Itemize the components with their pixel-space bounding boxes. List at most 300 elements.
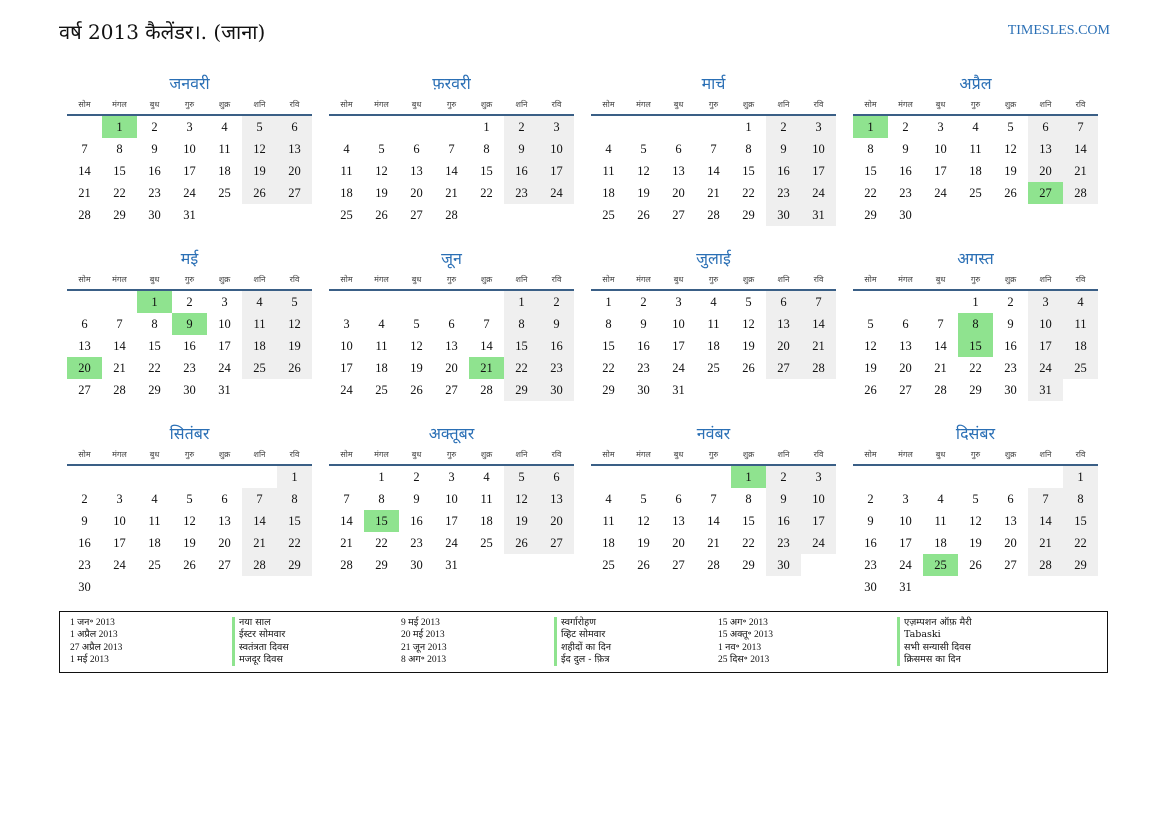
day-cell[interactable]: 13 <box>410 164 423 178</box>
day-cell[interactable]: 24 <box>934 186 947 200</box>
day-cell[interactable]: 27 <box>672 208 685 222</box>
day-cell[interactable]: 24 <box>801 182 836 204</box>
day-cell[interactable]: 17 <box>183 164 196 178</box>
day-cell[interactable]: 2 <box>504 116 539 138</box>
day-cell[interactable]: 14 <box>707 514 720 528</box>
day-cell[interactable]: 24 <box>672 361 685 375</box>
day-cell[interactable]: 23 <box>410 536 423 550</box>
day-cell[interactable]: 27 <box>78 383 91 397</box>
day-cell[interactable]: 12 <box>504 488 539 510</box>
day-cell[interactable]: 6 <box>1007 492 1014 506</box>
day-cell[interactable]: 5 <box>413 317 420 331</box>
day-cell[interactable]: 4 <box>378 317 385 331</box>
day-cell[interactable]: 17 <box>445 514 458 528</box>
day-cell[interactable]: 10 <box>340 339 353 353</box>
day-cell[interactable]: 8 <box>745 142 752 156</box>
day-cell[interactable]: 5 <box>504 466 539 488</box>
day-cell[interactable]: 20 <box>672 536 685 550</box>
day-cell[interactable]: 6 <box>539 466 574 488</box>
day-cell[interactable]: 5 <box>378 142 385 156</box>
day-cell[interactable]: 19 <box>242 160 277 182</box>
day-cell[interactable]: 10 <box>113 514 126 528</box>
day-cell[interactable]: 15 <box>742 514 755 528</box>
day-cell[interactable]: 30 <box>148 208 161 222</box>
day-cell[interactable]: 5 <box>745 295 752 309</box>
day-cell[interactable]: 19 <box>277 335 312 357</box>
day-cell[interactable]: 27 <box>672 558 685 572</box>
day-cell[interactable]: 8 <box>958 313 993 335</box>
day-cell[interactable]: 10 <box>1028 313 1063 335</box>
day-cell[interactable]: 9 <box>539 313 574 335</box>
day-cell[interactable]: 23 <box>766 532 801 554</box>
day-cell[interactable]: 9 <box>1007 317 1014 331</box>
day-cell[interactable]: 23 <box>899 186 912 200</box>
day-cell[interactable]: 24 <box>1028 357 1063 379</box>
day-cell[interactable]: 26 <box>1004 186 1017 200</box>
day-cell[interactable]: 18 <box>218 164 231 178</box>
day-cell[interactable]: 22 <box>277 532 312 554</box>
day-cell[interactable]: 4 <box>242 291 277 313</box>
day-cell[interactable]: 14 <box>242 510 277 532</box>
day-cell[interactable]: 11 <box>969 142 982 156</box>
day-cell[interactable]: 7 <box>343 492 350 506</box>
day-cell[interactable]: 3 <box>675 295 682 309</box>
day-cell[interactable]: 20 <box>672 186 685 200</box>
day-cell[interactable]: 31 <box>1028 379 1063 401</box>
day-cell[interactable]: 13 <box>277 138 312 160</box>
day-cell[interactable]: 2 <box>640 295 647 309</box>
day-cell[interactable]: 28 <box>242 554 277 576</box>
day-cell[interactable]: 30 <box>410 558 423 572</box>
day-cell[interactable]: 28 <box>934 383 947 397</box>
day-cell[interactable]: 7 <box>242 488 277 510</box>
day-cell[interactable]: 13 <box>445 339 458 353</box>
day-cell[interactable]: 29 <box>969 383 982 397</box>
day-cell[interactable]: 11 <box>602 514 615 528</box>
day-cell[interactable]: 10 <box>934 142 947 156</box>
day-cell[interactable]: 26 <box>864 383 877 397</box>
day-cell[interactable]: 27 <box>1004 558 1017 572</box>
day-cell[interactable]: 7 <box>448 142 455 156</box>
day-cell[interactable]: 18 <box>602 536 615 550</box>
day-cell[interactable]: 21 <box>934 361 947 375</box>
day-cell[interactable]: 31 <box>899 580 912 594</box>
day-cell[interactable]: 5 <box>242 116 277 138</box>
day-cell[interactable]: 17 <box>934 164 947 178</box>
day-cell[interactable]: 4 <box>1063 291 1098 313</box>
day-cell[interactable]: 12 <box>969 514 982 528</box>
day-cell[interactable]: 28 <box>801 357 836 379</box>
day-cell[interactable]: 16 <box>766 160 801 182</box>
day-cell[interactable]: 12 <box>1004 142 1017 156</box>
day-cell[interactable]: 15 <box>113 164 126 178</box>
day-cell[interactable]: 6 <box>221 492 228 506</box>
day-cell[interactable]: 6 <box>1028 116 1063 138</box>
day-cell[interactable]: 1 <box>731 466 766 488</box>
day-cell[interactable]: 7 <box>1028 488 1063 510</box>
day-cell[interactable]: 2 <box>539 291 574 313</box>
day-cell[interactable]: 19 <box>1004 164 1017 178</box>
day-cell[interactable]: 27 <box>218 558 231 572</box>
day-cell[interactable]: 13 <box>218 514 231 528</box>
day-cell[interactable]: 9 <box>413 492 420 506</box>
day-cell[interactable]: 23 <box>766 182 801 204</box>
day-cell[interactable]: 22 <box>602 361 615 375</box>
day-cell[interactable]: 6 <box>81 317 88 331</box>
day-cell[interactable]: 25 <box>148 558 161 572</box>
day-cell[interactable]: 8 <box>745 492 752 506</box>
day-cell[interactable]: 10 <box>445 492 458 506</box>
day-cell[interactable]: 20 <box>1004 536 1017 550</box>
day-cell[interactable]: 8 <box>116 142 123 156</box>
day-cell[interactable]: 29 <box>1063 554 1098 576</box>
day-cell[interactable]: 7 <box>937 317 944 331</box>
day-cell[interactable]: 3 <box>539 116 574 138</box>
day-cell[interactable]: 15 <box>958 335 993 357</box>
day-cell[interactable]: 15 <box>742 164 755 178</box>
day-cell[interactable]: 30 <box>766 204 801 226</box>
day-cell[interactable]: 3 <box>186 120 193 134</box>
day-cell[interactable]: 9 <box>902 142 909 156</box>
day-cell[interactable]: 30 <box>637 383 650 397</box>
day-cell[interactable]: 26 <box>742 361 755 375</box>
day-cell[interactable]: 12 <box>375 164 388 178</box>
day-cell[interactable]: 27 <box>277 182 312 204</box>
day-cell[interactable]: 26 <box>637 208 650 222</box>
day-cell[interactable]: 18 <box>707 339 720 353</box>
day-cell[interactable]: 19 <box>410 361 423 375</box>
day-cell[interactable]: 14 <box>480 339 493 353</box>
day-cell[interactable]: 23 <box>1004 361 1017 375</box>
day-cell[interactable]: 25 <box>1063 357 1098 379</box>
day-cell[interactable]: 20 <box>899 361 912 375</box>
day-cell[interactable]: 1 <box>1063 466 1098 488</box>
day-cell[interactable]: 31 <box>672 383 685 397</box>
day-cell[interactable]: 12 <box>242 138 277 160</box>
day-cell[interactable]: 4 <box>483 470 490 484</box>
day-cell[interactable]: 17 <box>801 510 836 532</box>
day-cell[interactable]: 26 <box>277 357 312 379</box>
day-cell[interactable]: 22 <box>148 361 161 375</box>
day-cell[interactable]: 3 <box>1028 291 1063 313</box>
day-cell[interactable]: 22 <box>864 186 877 200</box>
day-cell[interactable]: 4 <box>221 120 228 134</box>
day-cell[interactable]: 9 <box>867 514 874 528</box>
day-cell[interactable]: 23 <box>78 558 91 572</box>
day-cell[interactable]: 21 <box>707 186 720 200</box>
day-cell[interactable]: 23 <box>539 357 574 379</box>
day-cell[interactable]: 8 <box>378 492 385 506</box>
day-cell[interactable]: 23 <box>183 361 196 375</box>
day-cell[interactable]: 17 <box>1028 335 1063 357</box>
day-cell[interactable]: 11 <box>602 164 615 178</box>
day-cell[interactable]: 13 <box>672 164 685 178</box>
day-cell[interactable]: 15 <box>602 339 615 353</box>
day-cell[interactable]: 17 <box>672 339 685 353</box>
day-cell[interactable]: 19 <box>375 186 388 200</box>
day-cell[interactable]: 1 <box>277 466 312 488</box>
day-cell[interactable]: 25 <box>602 208 615 222</box>
day-cell[interactable]: 19 <box>864 361 877 375</box>
day-cell[interactable]: 18 <box>480 514 493 528</box>
day-cell[interactable]: 2 <box>1007 295 1014 309</box>
day-cell[interactable]: 20 <box>1028 160 1063 182</box>
day-cell[interactable]: 11 <box>1063 313 1098 335</box>
day-cell[interactable]: 25 <box>602 558 615 572</box>
day-cell[interactable]: 24 <box>899 558 912 572</box>
day-cell[interactable]: 2 <box>766 116 801 138</box>
day-cell[interactable]: 22 <box>742 186 755 200</box>
day-cell[interactable]: 21 <box>445 186 458 200</box>
day-cell[interactable]: 26 <box>969 558 982 572</box>
day-cell[interactable]: 1 <box>137 291 172 313</box>
day-cell[interactable]: 17 <box>113 536 126 550</box>
day-cell[interactable]: 6 <box>902 317 909 331</box>
day-cell[interactable]: 26 <box>637 558 650 572</box>
day-cell[interactable]: 30 <box>539 379 574 401</box>
day-cell[interactable]: 28 <box>340 558 353 572</box>
day-cell[interactable]: 16 <box>766 510 801 532</box>
day-cell[interactable]: 12 <box>410 339 423 353</box>
day-cell[interactable]: 5 <box>1007 120 1014 134</box>
day-cell[interactable]: 21 <box>113 361 126 375</box>
day-cell[interactable]: 30 <box>1004 383 1017 397</box>
day-cell[interactable]: 26 <box>504 532 539 554</box>
day-cell[interactable]: 5 <box>640 142 647 156</box>
day-cell[interactable]: 5 <box>640 492 647 506</box>
day-cell[interactable]: 29 <box>113 208 126 222</box>
day-cell[interactable]: 8 <box>867 142 874 156</box>
site-link[interactable]: TIMESLES.COM <box>1007 23 1110 38</box>
day-cell[interactable]: 24 <box>445 536 458 550</box>
day-cell[interactable]: 22 <box>969 361 982 375</box>
day-cell[interactable]: 4 <box>343 142 350 156</box>
day-cell[interactable]: 25 <box>375 383 388 397</box>
day-cell[interactable]: 16 <box>899 164 912 178</box>
day-cell[interactable]: 1 <box>605 295 612 309</box>
day-cell[interactable]: 26 <box>242 182 277 204</box>
day-cell[interactable]: 21 <box>340 536 353 550</box>
day-cell[interactable]: 22 <box>375 536 388 550</box>
day-cell[interactable]: 17 <box>801 160 836 182</box>
day-cell[interactable]: 28 <box>707 558 720 572</box>
day-cell[interactable]: 22 <box>113 186 126 200</box>
day-cell[interactable]: 5 <box>867 317 874 331</box>
day-cell[interactable]: 7 <box>483 317 490 331</box>
day-cell[interactable]: 20 <box>445 361 458 375</box>
day-cell[interactable]: 28 <box>78 208 91 222</box>
day-cell[interactable]: 4 <box>605 492 612 506</box>
day-cell[interactable]: 9 <box>766 138 801 160</box>
day-cell[interactable]: 2 <box>902 120 909 134</box>
day-cell[interactable]: 13 <box>78 339 91 353</box>
day-cell[interactable]: 1 <box>378 470 385 484</box>
day-cell[interactable]: 1 <box>972 295 979 309</box>
day-cell[interactable]: 15 <box>504 335 539 357</box>
day-cell[interactable]: 17 <box>340 361 353 375</box>
day-cell[interactable]: 19 <box>637 186 650 200</box>
day-cell[interactable]: 16 <box>637 339 650 353</box>
day-cell[interactable]: 24 <box>539 182 574 204</box>
day-cell[interactable]: 16 <box>78 536 91 550</box>
day-cell[interactable]: 15 <box>864 164 877 178</box>
day-cell[interactable]: 19 <box>742 339 755 353</box>
day-cell[interactable]: 24 <box>340 383 353 397</box>
day-cell[interactable]: 3 <box>116 492 123 506</box>
day-cell[interactable]: 29 <box>148 383 161 397</box>
day-cell[interactable]: 6 <box>766 291 801 313</box>
day-cell[interactable]: 11 <box>375 339 388 353</box>
day-cell[interactable]: 14 <box>934 339 947 353</box>
day-cell[interactable]: 16 <box>410 514 423 528</box>
day-cell[interactable]: 8 <box>504 313 539 335</box>
day-cell[interactable]: 15 <box>148 339 161 353</box>
day-cell[interactable]: 19 <box>969 536 982 550</box>
day-cell[interactable]: 30 <box>899 208 912 222</box>
day-cell[interactable]: 20 <box>67 357 102 379</box>
day-cell[interactable]: 17 <box>218 339 231 353</box>
day-cell[interactable]: 11 <box>218 142 231 156</box>
day-cell[interactable]: 25 <box>480 536 493 550</box>
day-cell[interactable]: 10 <box>183 142 196 156</box>
day-cell[interactable]: 14 <box>78 164 91 178</box>
day-cell[interactable]: 23 <box>864 558 877 572</box>
day-cell[interactable]: 12 <box>277 313 312 335</box>
day-cell[interactable]: 13 <box>1004 514 1017 528</box>
day-cell[interactable]: 2 <box>413 470 420 484</box>
day-cell[interactable]: 21 <box>801 335 836 357</box>
day-cell[interactable]: 7 <box>710 492 717 506</box>
day-cell[interactable]: 9 <box>766 488 801 510</box>
day-cell[interactable]: 4 <box>151 492 158 506</box>
day-cell[interactable]: 25 <box>707 361 720 375</box>
day-cell[interactable]: 22 <box>480 186 493 200</box>
day-cell[interactable]: 30 <box>864 580 877 594</box>
day-cell[interactable]: 24 <box>183 186 196 200</box>
day-cell[interactable]: 31 <box>445 558 458 572</box>
day-cell[interactable]: 7 <box>1063 116 1098 138</box>
day-cell[interactable]: 18 <box>340 186 353 200</box>
day-cell[interactable]: 21 <box>469 357 504 379</box>
day-cell[interactable]: 12 <box>183 514 196 528</box>
day-cell[interactable]: 5 <box>186 492 193 506</box>
day-cell[interactable]: 30 <box>183 383 196 397</box>
day-cell[interactable]: 6 <box>675 142 682 156</box>
day-cell[interactable]: 17 <box>899 536 912 550</box>
day-cell[interactable]: 28 <box>1063 182 1098 204</box>
day-cell[interactable]: 12 <box>637 514 650 528</box>
day-cell[interactable]: 11 <box>148 514 161 528</box>
day-cell[interactable]: 2 <box>151 120 158 134</box>
day-cell[interactable]: 25 <box>340 208 353 222</box>
day-cell[interactable]: 16 <box>864 536 877 550</box>
day-cell[interactable]: 9 <box>504 138 539 160</box>
day-cell[interactable]: 14 <box>1028 510 1063 532</box>
day-cell[interactable]: 21 <box>1063 160 1098 182</box>
day-cell[interactable]: 23 <box>637 361 650 375</box>
day-cell[interactable]: 29 <box>742 208 755 222</box>
day-cell[interactable]: 1 <box>745 120 752 134</box>
day-cell[interactable]: 28 <box>480 383 493 397</box>
day-cell[interactable]: 8 <box>151 317 158 331</box>
day-cell[interactable]: 29 <box>864 208 877 222</box>
day-cell[interactable]: 14 <box>340 514 353 528</box>
day-cell[interactable]: 9 <box>151 142 158 156</box>
day-cell[interactable]: 18 <box>602 186 615 200</box>
day-cell[interactable]: 13 <box>539 488 574 510</box>
day-cell[interactable]: 12 <box>742 317 755 331</box>
day-cell[interactable]: 20 <box>218 536 231 550</box>
day-cell[interactable]: 21 <box>242 532 277 554</box>
day-cell[interactable]: 28 <box>707 208 720 222</box>
day-cell[interactable]: 16 <box>148 164 161 178</box>
day-cell[interactable]: 30 <box>766 554 801 576</box>
day-cell[interactable]: 11 <box>340 164 353 178</box>
day-cell[interactable]: 3 <box>937 120 944 134</box>
day-cell[interactable]: 27 <box>539 532 574 554</box>
day-cell[interactable]: 14 <box>707 164 720 178</box>
day-cell[interactable]: 1 <box>483 120 490 134</box>
day-cell[interactable]: 9 <box>640 317 647 331</box>
day-cell[interactable]: 29 <box>602 383 615 397</box>
day-cell[interactable]: 10 <box>218 317 231 331</box>
day-cell[interactable]: 6 <box>675 492 682 506</box>
day-cell[interactable]: 10 <box>672 317 685 331</box>
day-cell[interactable]: 18 <box>242 335 277 357</box>
day-cell[interactable]: 6 <box>413 142 420 156</box>
day-cell[interactable]: 9 <box>81 514 88 528</box>
day-cell[interactable]: 29 <box>504 379 539 401</box>
day-cell[interactable]: 24 <box>113 558 126 572</box>
day-cell[interactable]: 13 <box>899 339 912 353</box>
day-cell[interactable]: 16 <box>504 160 539 182</box>
day-cell[interactable]: 6 <box>277 116 312 138</box>
day-cell[interactable]: 11 <box>707 317 720 331</box>
day-cell[interactable]: 28 <box>113 383 126 397</box>
day-cell[interactable]: 13 <box>672 514 685 528</box>
day-cell[interactable]: 14 <box>113 339 126 353</box>
day-cell[interactable]: 18 <box>375 361 388 375</box>
day-cell[interactable]: 16 <box>1004 339 1017 353</box>
day-cell[interactable]: 18 <box>148 536 161 550</box>
day-cell[interactable]: 28 <box>445 208 458 222</box>
day-cell[interactable]: 21 <box>707 536 720 550</box>
day-cell[interactable]: 2 <box>766 466 801 488</box>
day-cell[interactable]: 25 <box>923 554 958 576</box>
day-cell[interactable]: 10 <box>801 138 836 160</box>
day-cell[interactable]: 3 <box>801 466 836 488</box>
day-cell[interactable]: 2 <box>186 295 193 309</box>
day-cell[interactable]: 31 <box>218 383 231 397</box>
day-cell[interactable]: 7 <box>801 291 836 313</box>
day-cell[interactable]: 3 <box>801 116 836 138</box>
day-cell[interactable]: 30 <box>78 580 91 594</box>
day-cell[interactable]: 26 <box>410 383 423 397</box>
day-cell[interactable]: 9 <box>172 313 207 335</box>
day-cell[interactable]: 4 <box>937 492 944 506</box>
day-cell[interactable]: 27 <box>410 208 423 222</box>
day-cell[interactable]: 21 <box>1028 532 1063 554</box>
day-cell[interactable]: 26 <box>375 208 388 222</box>
day-cell[interactable]: 7 <box>116 317 123 331</box>
day-cell[interactable]: 19 <box>637 536 650 550</box>
day-cell[interactable]: 12 <box>864 339 877 353</box>
day-cell[interactable]: 15 <box>480 164 493 178</box>
day-cell[interactable]: 4 <box>972 120 979 134</box>
day-cell[interactable]: 13 <box>1028 138 1063 160</box>
day-cell[interactable]: 27 <box>445 383 458 397</box>
day-cell[interactable]: 18 <box>934 536 947 550</box>
